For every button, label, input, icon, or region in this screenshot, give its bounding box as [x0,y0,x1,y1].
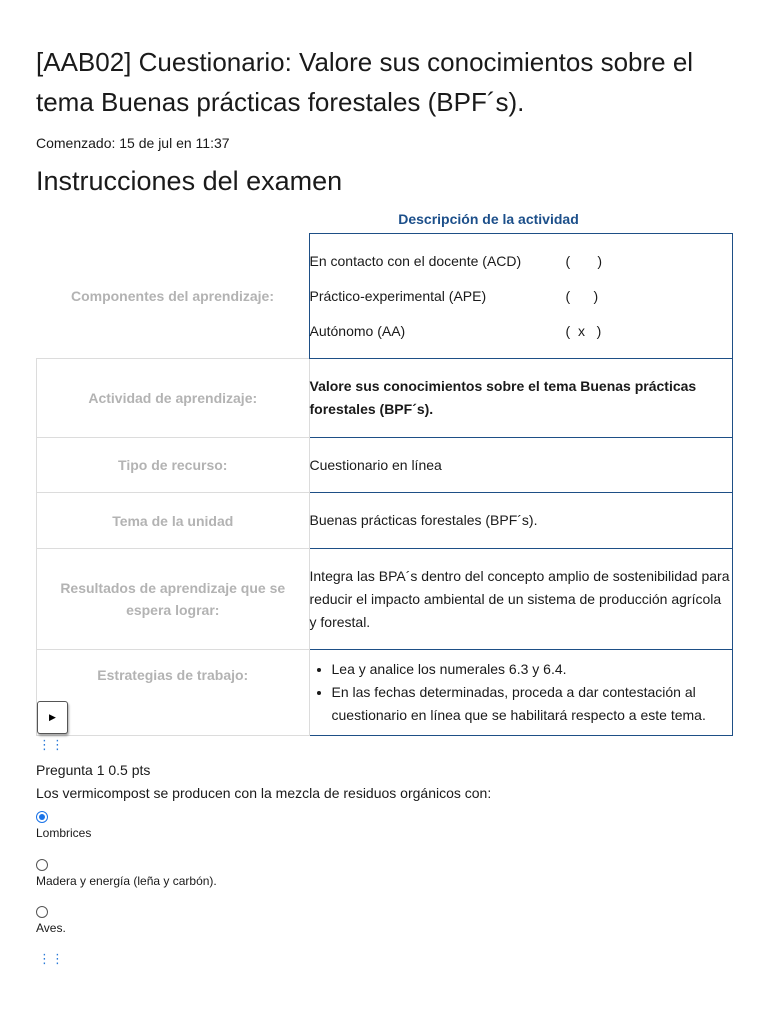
resource-row [37,438,733,493]
activity-value: Valore sus conocimientos sobre el tema Buenas prácticas forestales (BPF´s). [309,359,733,438]
activity-label: Actividad de aprendizaje: [37,359,310,438]
question-text: Los vermicompost se producen con la mezcla de residuos orgánicos con: [36,785,492,801]
component-mark: ( ) [565,287,599,304]
outcomes-row [37,549,733,650]
question-header: Pregunta 1 0.5 pts [36,762,151,778]
answer-label: Aves. [36,921,66,935]
instructions-title: Instrucciones del examen [36,166,343,196]
activity-info-table [36,233,733,736]
component-item [310,279,733,314]
expand-toggle-button[interactable] [37,701,68,734]
component-name: Práctico-experimental (APE) [309,287,487,304]
strategies-label: Estrategias de trabajo: [37,650,310,736]
outcomes-value: Integra las BPA´s dentro del concepto amplio de sostenibilidad para reducir el impacto ambiental de un sistema de producción agrícola y forestal. [309,549,733,650]
list-item: • En las fechas determinadas, proceda a dar contestación al cuestionario en línea que se habilitará respecto a este tema. [332,681,733,727]
strategies-row [37,650,733,736]
list-item: • Lea y analice los numerales 6.3 y 6.4. [332,658,733,681]
quiz-title: [AAB02] Cuestionario: Valore sus conocimientos sobre el tema Buenas prácticas forestales (BPF´s). [36,47,694,117]
component-mark: ( x ) [565,322,602,339]
unit-topic-value: Buenas prácticas forestales (BPF´s). [309,493,733,549]
started-timestamp: Comenzado: 15 de jul en 11:37 [36,135,230,151]
drag-handle-icon[interactable]: ⋮⋮ [38,737,64,752]
radio-unselected[interactable] [36,906,48,918]
answer-option[interactable] [36,906,66,936]
unit-topic-row [37,493,733,549]
radio-unselected[interactable] [36,859,48,871]
resource-label: Tipo de recurso: [37,438,310,493]
components-label: Componentes del aprendizaje: [70,287,275,304]
component-item [310,244,733,279]
play-triangle-icon: ▶ [49,712,56,722]
component-name: Autónomo (AA) [309,322,406,339]
answer-label: Lombrices [36,826,92,840]
unit-topic-label: Tema de la unidad [37,493,310,549]
outcomes-label: Resultados de aprendizaje que se espera lograr: [37,549,310,650]
answer-option[interactable] [36,811,91,841]
activity-row [37,359,733,438]
components-row [37,234,733,359]
drag-handle-icon[interactable]: ⋮⋮ [38,951,64,966]
resource-value: Cuestionario en línea [309,438,733,493]
component-name: En contacto con el docente (ACD) [309,252,522,269]
strategies-list [310,658,733,727]
answer-label: Madera y energía (leña y carbón). [36,874,217,888]
answer-option[interactable] [36,859,217,889]
components-value [309,234,733,359]
radio-selected[interactable] [36,811,48,823]
strategies-value [309,650,733,736]
component-mark: ( ) [565,252,603,269]
component-item [310,314,733,349]
description-header: Descripción de la actividad [398,211,579,227]
